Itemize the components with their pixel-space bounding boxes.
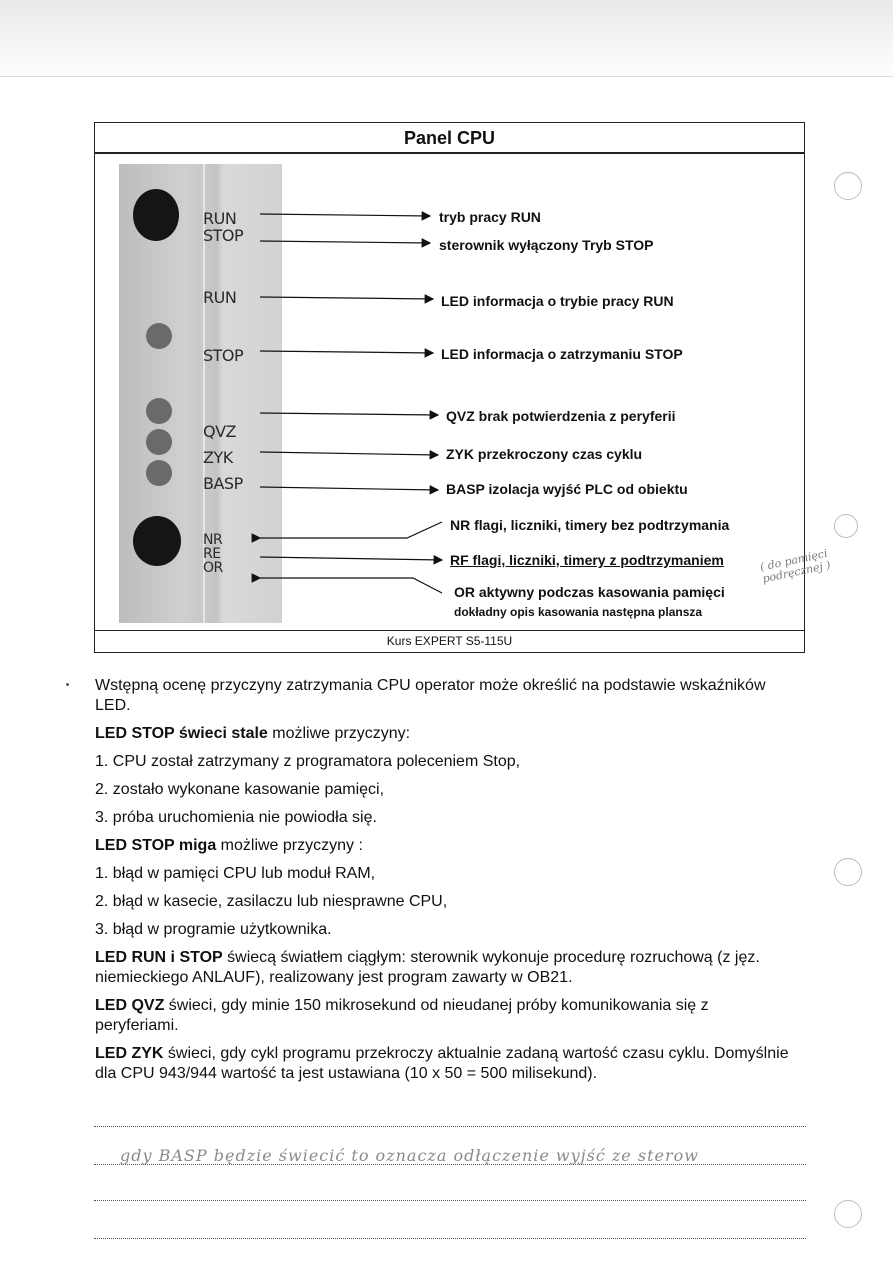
panel-label: NR bbox=[203, 532, 223, 548]
dotted-line bbox=[94, 1126, 806, 1127]
binder-hole bbox=[834, 514, 858, 538]
callout-label: tryb pracy RUN bbox=[439, 209, 541, 225]
callout-line bbox=[260, 297, 433, 299]
callout-label: BASP izolacja wyjść PLC od obiektu bbox=[446, 481, 688, 497]
handwritten-note: gdy BASP będzie świecić to oznacza odłączenie wyjść ze sterow bbox=[120, 1146, 699, 1165]
panel-label: STOP bbox=[203, 346, 244, 365]
callout-label: OR aktywny podczas kasowania pamięci bbox=[454, 584, 725, 600]
callout-line bbox=[260, 413, 438, 415]
callout-label: ZYK przekroczony czas cyklu bbox=[446, 446, 643, 462]
panel-label: ZYK bbox=[203, 448, 233, 467]
stop-steady-heading: LED STOP świeci stale możliwe przyczyny: bbox=[95, 725, 411, 742]
list-item: 1. CPU został zatrzymany z programatora poleceniem Stop, bbox=[95, 753, 521, 770]
list-item: 3. błąd w programie użytkownika. bbox=[95, 921, 332, 938]
panel-label: RUN bbox=[203, 209, 237, 228]
list-item: 3. próba uruchomienia nie powiodła się. bbox=[95, 809, 377, 826]
dotted-line bbox=[94, 1200, 806, 1201]
panel-label: QVZ bbox=[203, 422, 236, 441]
body-text bbox=[95, 676, 795, 1092]
binder-hole bbox=[834, 1200, 862, 1228]
callout-line bbox=[260, 241, 430, 243]
callout-label: sterownik wyłączony Tryb STOP bbox=[439, 237, 654, 253]
intro-paragraph: Wstępną ocenę przyczyny zatrzymania CPU operator może określić na podstawie wskaźników LED. bbox=[95, 677, 766, 714]
callout-line bbox=[260, 214, 430, 216]
callout-line bbox=[260, 522, 442, 538]
callout-line bbox=[260, 557, 442, 560]
panel-label: BASP bbox=[203, 474, 243, 493]
stop-blink-heading: LED STOP miga możliwe przyczyny : bbox=[95, 837, 363, 854]
binder-hole bbox=[834, 858, 862, 886]
callout-label: RF flagi, liczniki, timery z podtrzymaniem bbox=[450, 552, 724, 568]
figure-caption: Kurs EXPERT S5-115U bbox=[95, 630, 804, 652]
callout-line bbox=[260, 351, 433, 353]
panel-label: OR bbox=[203, 560, 223, 576]
callout-label: LED informacja o trybie pracy RUN bbox=[441, 293, 674, 309]
margin-mark bbox=[66, 683, 69, 686]
run-stop-paragraph: LED RUN i STOP świecą światłem ciągłym: sterownik wykonuje procedurę rozruchową (z jęz. niemieckiego ANLAUF), realizowany jest program zawarty w OB21. bbox=[95, 949, 760, 986]
callout-label: QVZ brak potwierdzenia z peryferii bbox=[446, 408, 676, 424]
list-item: 2. zostało wykonane kasowanie pamięci, bbox=[95, 781, 385, 798]
list-item: 2. błąd w kasecie, zasilaczu lub niesprawne CPU, bbox=[95, 893, 448, 910]
panel-label: RUN bbox=[203, 288, 237, 307]
callout-label: dokładny opis kasowania następna plansza bbox=[454, 605, 703, 619]
cpu-panel-figure bbox=[94, 122, 805, 653]
dotted-line bbox=[94, 1238, 806, 1239]
zyk-paragraph: LED ZYK świeci, gdy cykl programu przekroczy aktualnie zadaną wartość czasu cyklu. Domyślnie dla CPU 943/944 wartość ta jest ustawiana (10 x 50 = 500 milisekund). bbox=[95, 1045, 789, 1082]
scan-shadow bbox=[0, 0, 893, 78]
callout-lines bbox=[95, 123, 806, 654]
panel-label: RE bbox=[203, 546, 221, 562]
qvz-paragraph: LED QVZ świeci, gdy minie 150 mikrosekund od nieudanej próby komunikowania się z peryferiami. bbox=[95, 997, 709, 1034]
callout-label: LED informacja o zatrzymaniu STOP bbox=[441, 346, 683, 362]
callout-line bbox=[260, 578, 442, 593]
callout-line bbox=[260, 452, 438, 455]
figure-title: Panel CPU bbox=[95, 123, 804, 154]
binder-hole bbox=[834, 172, 862, 200]
callout-line bbox=[260, 487, 438, 490]
list-item: 1. błąd w pamięci CPU lub moduł RAM, bbox=[95, 865, 376, 882]
callout-label: NR flagi, liczniki, timery bez podtrzymania bbox=[450, 517, 730, 533]
panel-label: STOP bbox=[203, 226, 244, 245]
margin-handwritten-note: ( do pamięci podręcznej ) bbox=[758, 546, 832, 586]
